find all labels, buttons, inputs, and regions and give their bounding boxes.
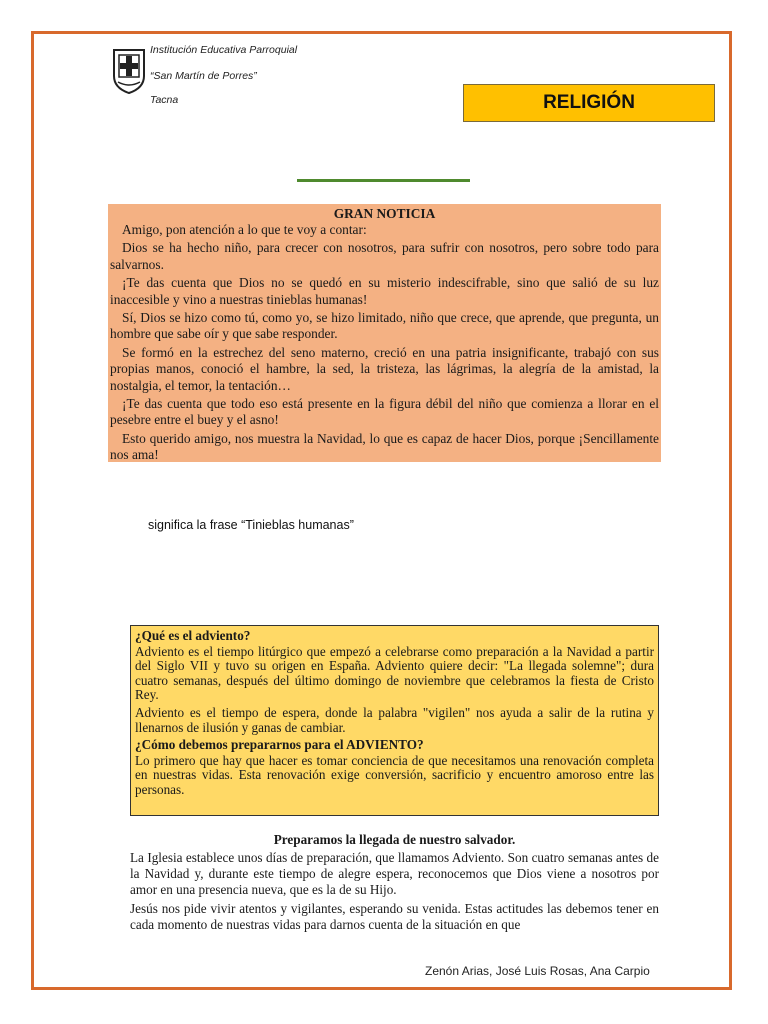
prep-heading: Preparamos la llegada de nuestro salvador. [273, 832, 516, 847]
adviento-question: ¿Qué es el adviento? [135, 628, 251, 643]
school-crest-icon [112, 46, 146, 94]
noticia-paragraph: ¡Te das cuenta que Dios no se quedó en su misterio indescifrable, sino que salió de su luz inaccesible y vino a nuestras tinieblas humanas! [110, 275, 659, 307]
prep-section [130, 850, 659, 936]
adviento-paragraph: Adviento es el tiempo de espera, donde la palabra "vigilen" nos ayuda a salir de la rutina y llenarnos de ilusión y ganas de cambiar. [135, 704, 654, 735]
prep-paragraph: Jesús nos pide vivir atentos y vigilantes, esperando su venida. Estas actitudes las debemos tener en cada momento de nuestras vidas para darnos cuenta de la situación en que [130, 901, 659, 932]
authors-footer: Zenón Arias, José Luis Rosas, Ana Carpio [425, 964, 650, 978]
noticia-paragraph: Se formó en la estrechez del seno materno, creció en una patria insignificante, trabajó con sus propias manos, conoció el hambre, la sed, la tristeza, las lágrimas, la alegría de la amistad, la nostalgia, el temor, la tentación… [110, 344, 659, 393]
adviento-paragraph: Lo primero que hay que hacer es tomar conciencia de que necesitamos una renovación completa en nuestras vidas. Esta renovación exige conversión, sacrificio y encuentro amoroso entre las personas. [135, 752, 654, 797]
noticia-paragraph: ¡Te das cuenta que todo eso está presente en la figura débil del niño que comienza a llorar en el pesebre entre el buey y el asno! [110, 396, 659, 428]
noticia-paragraph: Dios se ha hecho niño, para crecer con nosotros, para sufrir con nosotros, pero sobre todo para salvarnos. [110, 240, 659, 272]
adviento-paragraph: Adviento es el tiempo litúrgico que empezó a celebrarse como preparación a la Navidad a partir del Siglo VII y tuvo su origen en España. Adviento quiere decir: "La llegada solemne"; dura cuatro semanas, después del último domingo de noviembre que celebramos la fiesta de Cristo Rey. [135, 643, 654, 703]
question-frase: significa la frase “Tinieblas humanas” [148, 518, 354, 532]
adviento-question: ¿Cómo debemos prepararnos para el ADVIENTO? [135, 737, 424, 753]
subject-title: RELIGIÓN [463, 84, 715, 122]
school-patron: “San Martín de Porres” [150, 70, 257, 82]
noticia-title: GRAN NOTICIA [333, 206, 436, 221]
adviento-box [130, 625, 659, 816]
noticia-paragraph: Esto querido amigo, nos muestra la Navidad, lo que es capaz de hacer Dios, porque ¡Sencillamente nos ama! [110, 430, 659, 463]
school-name: Institución Educativa Parroquial [150, 44, 298, 56]
noticia-paragraph: Sí, Dios se hizo como tú, como yo, se hizo limitado, niño que crece, que aprende, que pregunta, un hombre que sabe oír y que sabe responder. [110, 310, 659, 342]
gran-noticia-box [108, 204, 661, 462]
noticia-paragraph: Amigo, pon atención a lo que te voy a contar: [122, 222, 367, 237]
prep-paragraph: La Iglesia establece unos días de preparación, que llamamos Adviento. Son cuatro semanas antes de la Navidad y, durante este tiempo de alegre espera, reconocemos que Dios viene a nosotros por amor en una presencia nueva, que es la de su Hijo. [130, 850, 659, 897]
school-city: Tacna [150, 94, 179, 106]
divider-line [297, 179, 470, 182]
